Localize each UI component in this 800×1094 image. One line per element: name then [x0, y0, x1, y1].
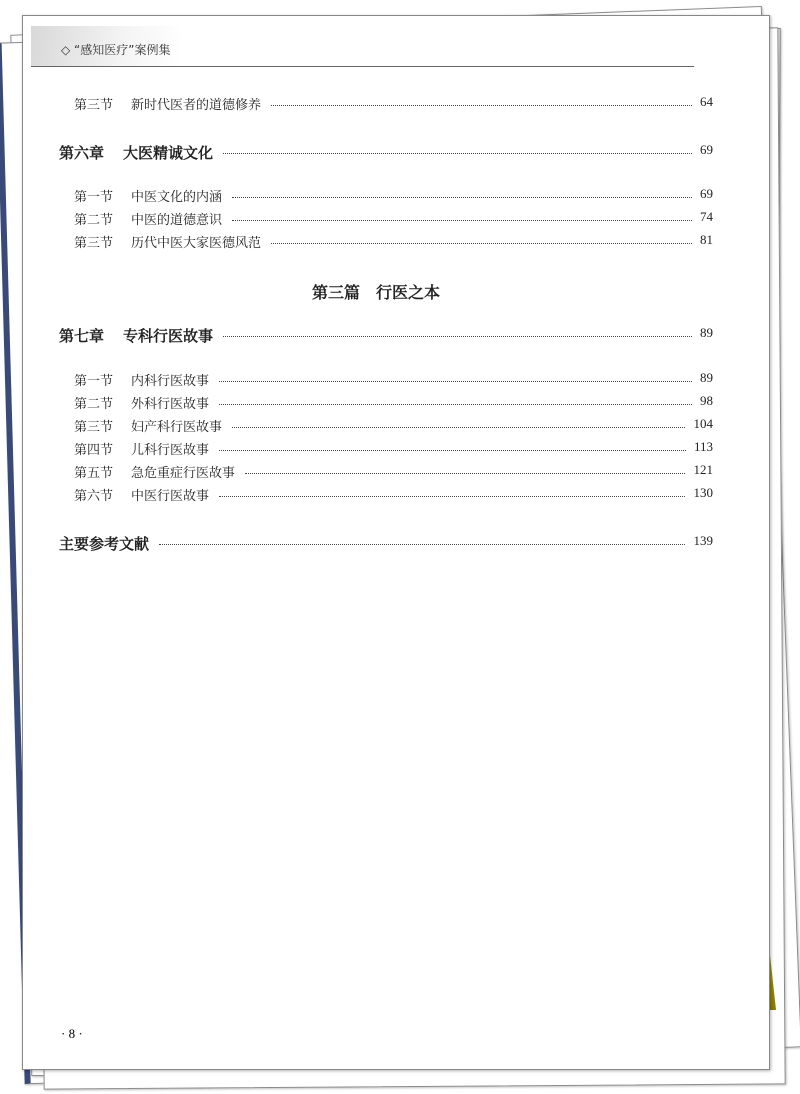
entry-title: 中医行医故事	[131, 489, 210, 504]
toc-entry[interactable]	[23, 142, 713, 162]
entry-page: 64	[700, 94, 713, 109]
entry-title: 外科行医故事	[131, 397, 210, 412]
entry-label: 第一节	[74, 374, 114, 389]
entry-label: 第一节	[74, 190, 114, 205]
entry-page: 139	[693, 533, 713, 548]
entry-label: 第五节	[74, 466, 114, 481]
entry-page: 98	[700, 393, 713, 408]
part-title: 第三篇 行医之本	[311, 285, 440, 302]
entry-page: 81	[700, 232, 713, 247]
entry-page: 130	[693, 485, 713, 500]
toc-entry[interactable]	[23, 439, 713, 459]
leader-dots	[232, 427, 685, 428]
leader-dots	[245, 473, 685, 474]
leader-dots	[223, 336, 692, 337]
toc-entry[interactable]	[23, 370, 713, 390]
entry-label: 第三节	[74, 236, 114, 251]
toc-page	[22, 15, 770, 1070]
toc-entry[interactable]	[23, 325, 713, 345]
leader-dots	[232, 197, 692, 198]
entry-page: 113	[693, 439, 713, 454]
page-number: · 8 ·	[61, 1026, 83, 1041]
header-rule	[31, 66, 694, 67]
entry-label: 第六章	[59, 144, 105, 162]
toc-entry[interactable]	[23, 393, 713, 413]
entry-title: 大医精诚文化	[123, 144, 214, 162]
entry-title: 主要参考文献	[59, 535, 150, 553]
entry-title: 儿科行医故事	[131, 443, 210, 458]
entry-title: 专科行医故事	[123, 327, 214, 345]
toc-entry[interactable]	[23, 232, 713, 252]
entry-title: 内科行医故事	[131, 374, 210, 389]
entry-page: 121	[693, 462, 713, 477]
leader-dots	[219, 404, 692, 405]
entry-title: 历代中医大家医德风范	[131, 236, 262, 251]
leader-dots	[271, 105, 692, 106]
leader-dots	[219, 381, 692, 382]
toc-entry[interactable]	[23, 94, 713, 114]
entry-title: 中医文化的内涵	[131, 190, 223, 205]
entry-title: 中医的道德意识	[131, 213, 223, 228]
entry-title: 新时代医者的道德修养	[131, 98, 262, 113]
entry-page: 69	[700, 142, 713, 157]
entry-label: 第三节	[74, 98, 114, 113]
entry-label: 第六节	[74, 489, 114, 504]
entry-title: 妇产科行医故事	[131, 420, 223, 435]
leader-dots	[219, 496, 685, 497]
toc-entry[interactable]	[23, 416, 713, 436]
leader-dots	[271, 243, 692, 244]
leader-dots	[223, 153, 692, 154]
toc-entry[interactable]	[23, 485, 713, 505]
leader-dots	[232, 220, 692, 221]
leader-dots	[159, 544, 685, 545]
entry-page: 74	[700, 209, 713, 224]
entry-page: 69	[700, 186, 713, 201]
entry-label: 第二节	[74, 397, 114, 412]
entry-page: 89	[700, 370, 713, 385]
running-header: ◇ “感知医疗”案例集	[61, 43, 171, 57]
entry-label: 第四节	[74, 443, 114, 458]
leader-dots	[219, 450, 686, 451]
entry-label: 第七章	[59, 327, 105, 345]
toc-entry[interactable]	[23, 209, 713, 229]
entry-title: 急危重症行医故事	[131, 466, 236, 481]
entry-page: 89	[700, 325, 713, 340]
toc-entry[interactable]	[23, 533, 713, 553]
entry-page: 104	[693, 416, 713, 431]
entry-label: 第二节	[74, 213, 114, 228]
entry-label: 第三节	[74, 420, 114, 435]
toc-entry[interactable]	[23, 462, 713, 482]
toc-entry[interactable]	[23, 186, 713, 206]
